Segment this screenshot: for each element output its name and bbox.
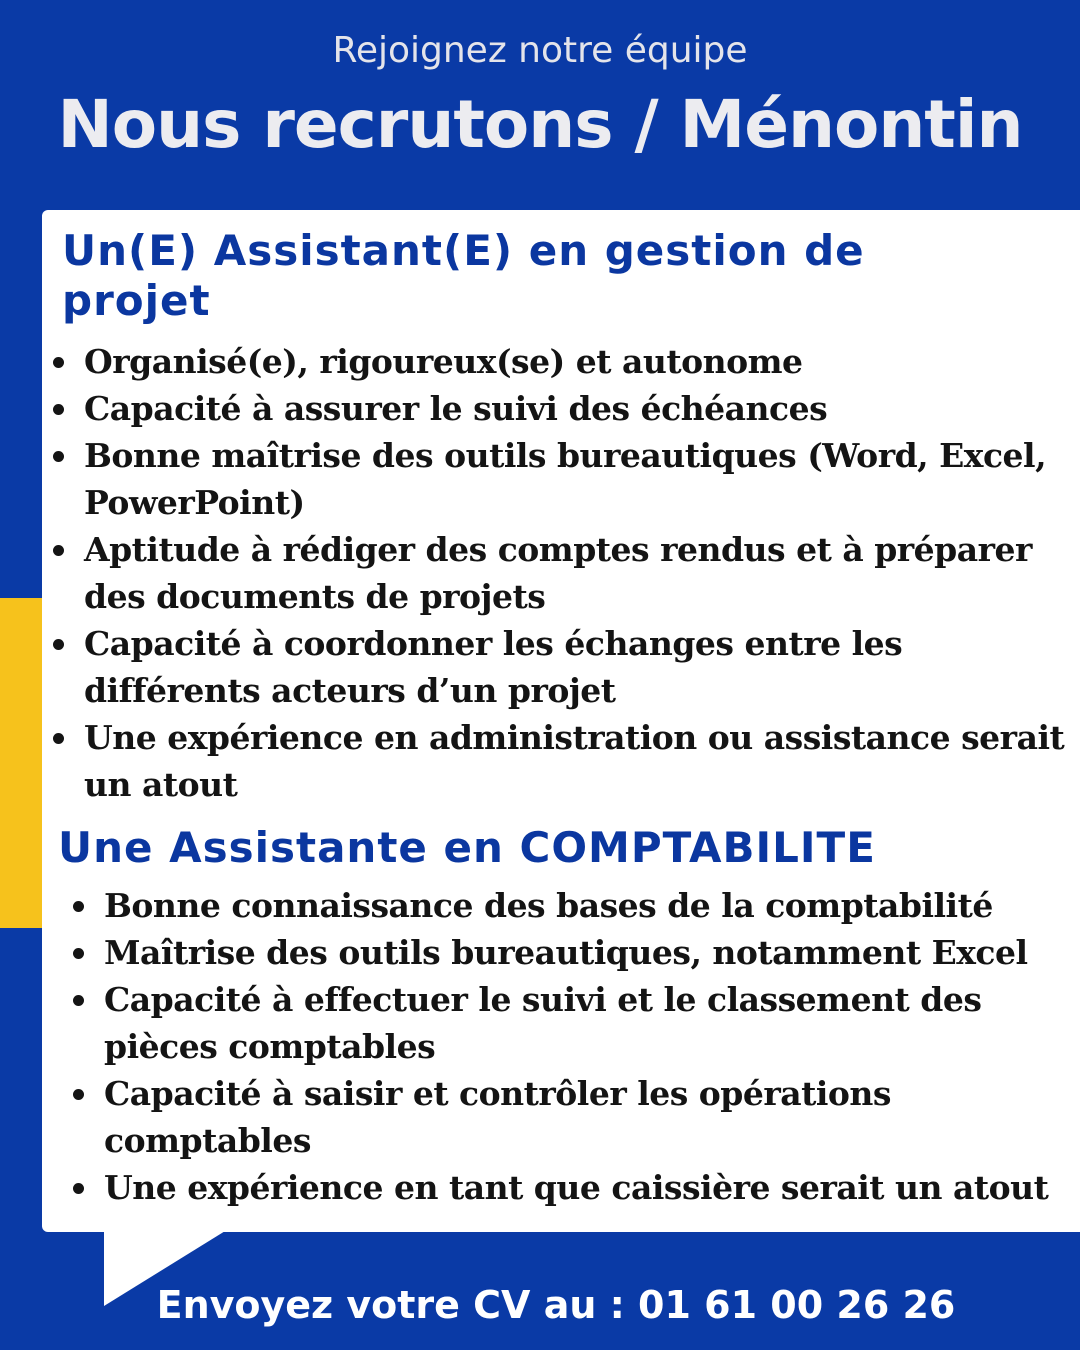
list-item: Organisé(e), rigoureux(se) et autonome xyxy=(50,338,1070,385)
section-title-accounting-assistant: Une Assistante en COMPTABILITE xyxy=(58,823,876,872)
requirements-list-project-assistant xyxy=(50,338,1070,808)
list-item: Capacité à assurer le suivi des échéances xyxy=(50,385,1070,432)
list-item: Capacité à effectuer le suivi et le classement des pièces comptables xyxy=(70,976,1070,1070)
call-to-action-phone: Envoyez votre CV au : 01 61 00 26 26 xyxy=(156,1283,956,1327)
list-item: Capacité à saisir et contrôler les opérations comptables xyxy=(70,1070,1070,1164)
header-subtitle: Rejoignez notre équipe xyxy=(332,30,748,71)
list-item: Maîtrise des outils bureautiques, notamment Excel xyxy=(70,929,1070,976)
list-item: Capacité à coordonner les échanges entre les différents acteurs d’un projet xyxy=(50,620,1070,714)
list-item: Bonne maîtrise des outils bureautiques (Word, Excel, PowerPoint) xyxy=(50,432,1070,526)
list-item: Une expérience en administration ou assistance serait un atout xyxy=(50,714,1070,808)
list-item: Aptitude à rédiger des comptes rendus et à préparer des documents de projets xyxy=(50,526,1070,620)
page-title: Nous recrutons / Ménontin xyxy=(57,86,1023,163)
list-item: Bonne connaissance des bases de la comptabilité xyxy=(70,882,1070,929)
requirements-list-accounting-assistant xyxy=(70,882,1070,1211)
section-title-project-assistant: Un(E) Assistant(E) en gestion de projet xyxy=(62,226,865,325)
list-item: Une expérience en tant que caissière serait un atout xyxy=(70,1164,1070,1211)
